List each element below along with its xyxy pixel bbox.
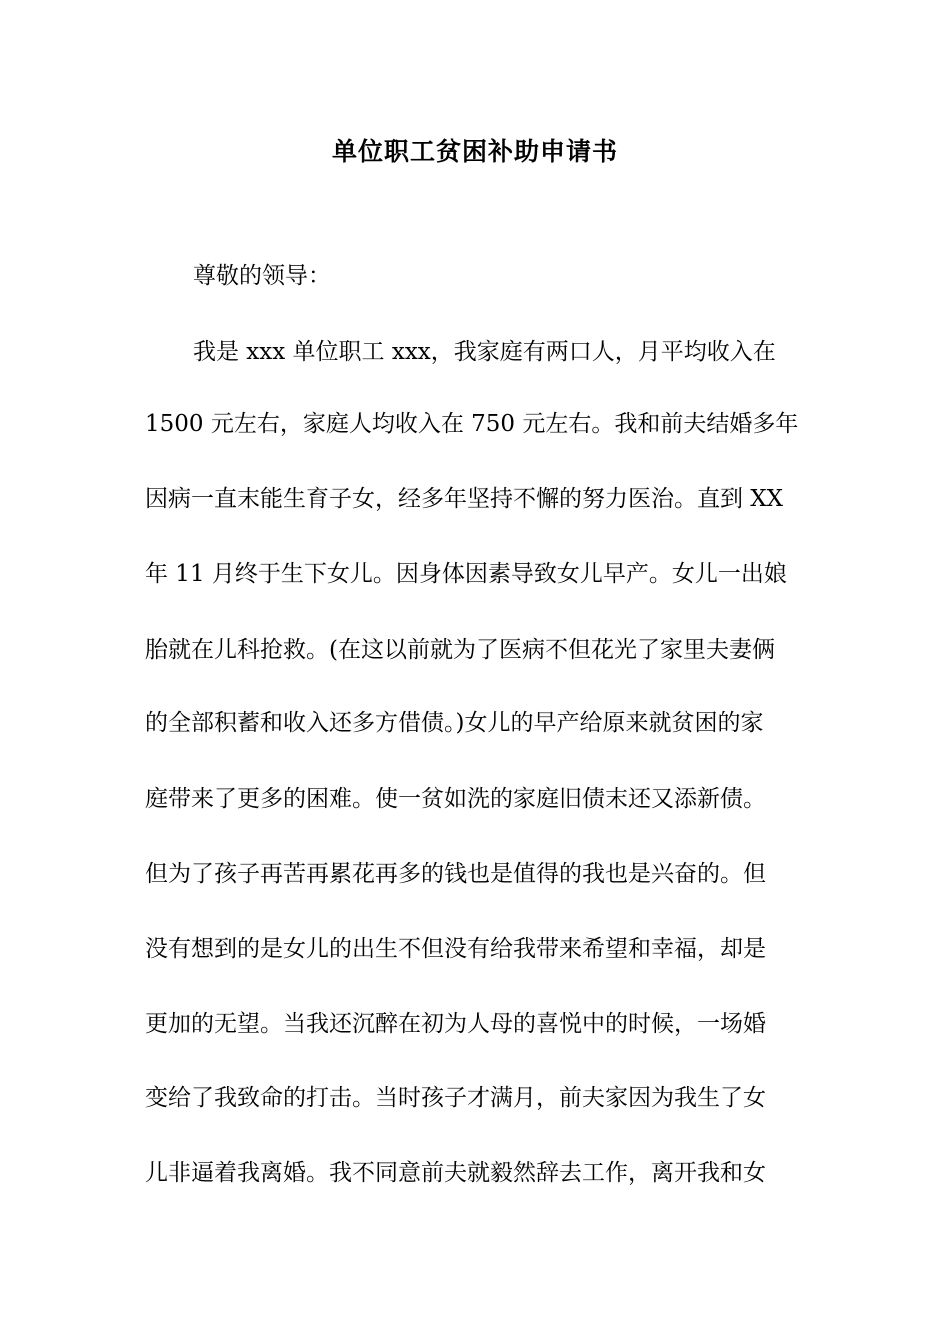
paragraph-line: 年 11 月终于生下女儿。因身体因素导致女儿早产。女儿一出娘 xyxy=(145,561,787,587)
salutation: 尊敬的领导： xyxy=(193,263,331,289)
paragraph-line: 庭带来了更多的困难。使一贫如洗的家庭旧债末还又添新债。 xyxy=(145,786,766,812)
paragraph-line: 因病一直末能生育子女，经多年坚持不懈的努力医治。直到 XX xyxy=(145,486,784,512)
paragraph-line: 更加的无望。当我还沉醉在初为人母的喜悦中的时候，一场婚 xyxy=(145,1011,766,1037)
paragraph-line: 我是 xxx 单位职工 xxx，我家庭有两口人，月平均收入在 xyxy=(193,339,776,365)
paragraph-line: 儿非逼着我离婚。我不同意前夫就毅然辞去工作，离开我和女 xyxy=(145,1160,766,1186)
paragraph-line: 胎就在儿科抢救。(在这以前就为了医病不但花光了家里夫妻俩 xyxy=(145,637,775,663)
paragraph-line: 的全部积蓄和收入还多方借债。)女儿的早产给原来就贫困的家 xyxy=(145,710,764,736)
paragraph-line: 没有想到的是女儿的出生不但没有给我带来希望和幸福，却是 xyxy=(145,936,766,962)
paragraph-line: 但为了孩子再苦再累花再多的钱也是值得的我也是兴奋的。但 xyxy=(145,861,766,887)
paragraph-line: 1500 元左右，家庭人均收入在 750 元左右。我和前夫结婚多年 xyxy=(145,411,799,437)
document-title: 单位职工贫困补助申请书 xyxy=(331,137,618,166)
paragraph-line: 变给了我致命的打击。当时孩子才满月，前夫家因为我生了女 xyxy=(145,1085,766,1111)
